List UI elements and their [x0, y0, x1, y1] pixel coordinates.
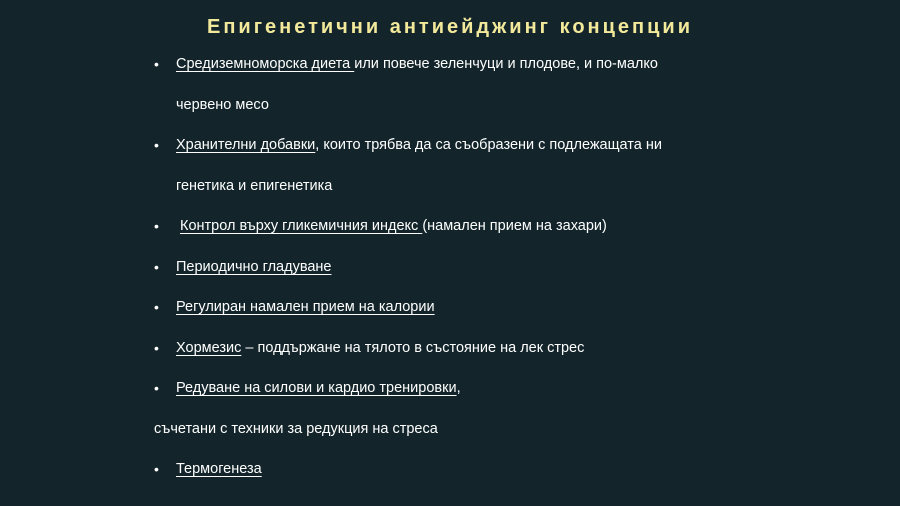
item-link-text[interactable]: Редуване на силови и кардио тренировки — [176, 380, 457, 396]
bullet-icon: • — [154, 218, 159, 234]
item-text: , — [456, 380, 461, 396]
item-link-text[interactable]: Хормезис — [176, 340, 242, 356]
list-item-intermittent-fasting — [176, 258, 332, 276]
list-item-continuation: генетика и епигенетика — [176, 178, 333, 194]
list-item-continuation: червено месо — [176, 97, 269, 113]
list-item-training — [176, 379, 461, 397]
item-text: (намален прием на захари) — [422, 218, 607, 234]
item-text: или повече зеленчуци и плодове, и по-малко — [354, 56, 658, 72]
item-text: , които трябва да са съобразени с подлежащата ни — [315, 137, 662, 153]
bullet-icon: • — [154, 380, 159, 396]
item-link-text[interactable]: Средиземноморска диета — [176, 56, 355, 72]
list-item-calorie-restriction — [176, 298, 435, 316]
item-text: – поддържане на тялото в състояние на лек стрес — [241, 340, 585, 356]
bullet-icon: • — [154, 340, 159, 356]
stress-reduction-line: съчетани с техники за редукция на стреса — [154, 421, 438, 437]
list-item-glycemic-index — [180, 217, 607, 235]
bullet-icon: • — [154, 56, 159, 72]
item-link-text[interactable]: Регулиран намален прием на калории — [176, 299, 435, 315]
item-link-text[interactable]: Контрол върху гликемичния индекс — [180, 218, 423, 234]
list-item-hormesis — [176, 339, 584, 357]
bullet-icon: • — [154, 299, 159, 315]
list-item-thermogenesis — [176, 460, 262, 478]
list-item-mediterranean-diet — [176, 55, 658, 73]
slide-title: Епигенетични антиейджинг концепции — [206, 16, 693, 38]
item-link-text[interactable]: Хранителни добавки — [176, 137, 316, 153]
bullet-icon: • — [154, 137, 159, 153]
item-link-text[interactable]: Термогенеза — [176, 461, 262, 477]
list-item-supplements — [176, 136, 662, 154]
bullet-icon: • — [154, 259, 159, 275]
item-link-text[interactable]: Периодично гладуване — [176, 259, 332, 275]
bullet-icon: • — [154, 461, 159, 477]
